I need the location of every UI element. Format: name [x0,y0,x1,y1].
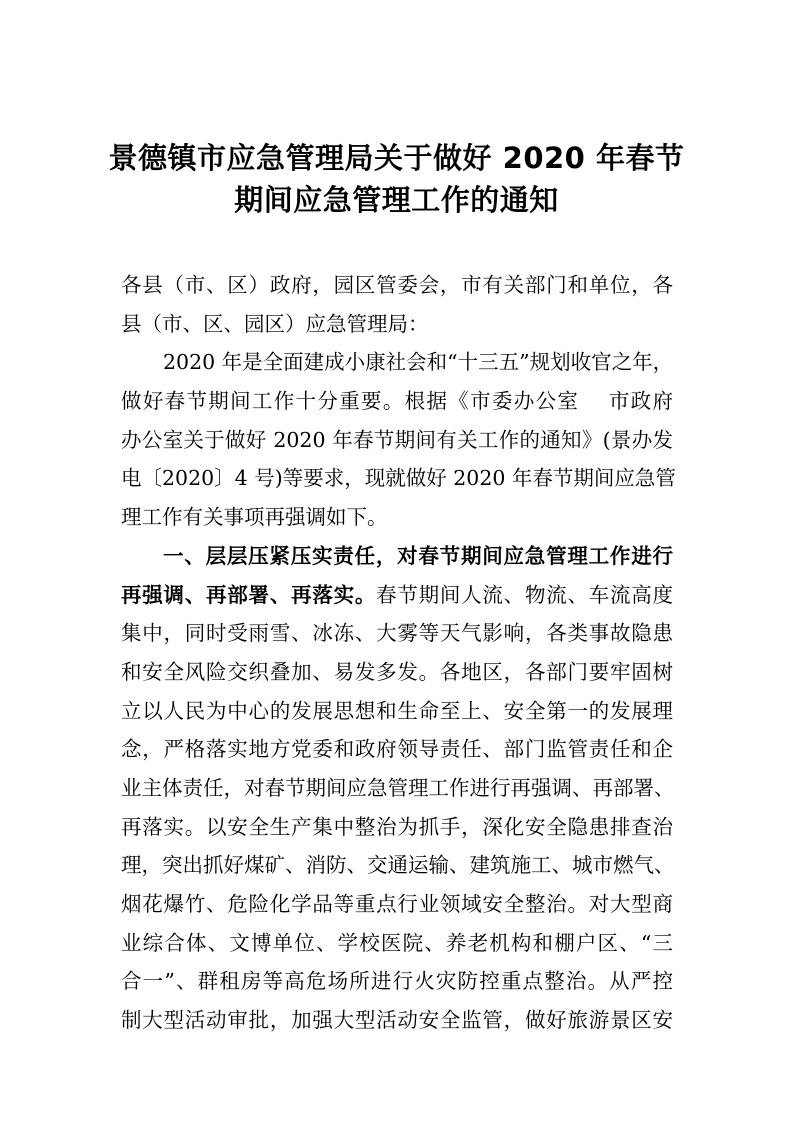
paragraph-line: 念，严格落实地方党委和政府领导责任、部门监管责任和企 [121,737,673,762]
paragraph-line [121,576,673,615]
paragraph-line: 办公室关于做好 2020 年春节期间有关工作的通知》(景办发 [121,427,673,452]
intro-paragraph [121,343,676,536]
section-heading: 一、层层压紧压实责任，对春节期间应急管理工作进行 [163,543,673,568]
paragraph-line: 电〔2020〕4 号)等要求，现就做好 2020 年春节期间应急管 [121,466,676,491]
paragraph-line: 业综合体、文博单位、学校医院、养老机构和棚户区、“三 [121,930,673,955]
document-body [121,266,676,1040]
paragraph-line: 2020 年是全面建成小康社会和“十三五”规划收官之年， [163,350,674,375]
salutation [121,266,673,343]
paragraph-line: 烟花爆竹、危险化学品等重点行业领域安全整治。对大型商 [121,892,673,916]
document-title [100,137,693,221]
paragraph-line: 制大型活动审批，加强大型活动安全监管，做好旅游景区安 [121,1008,673,1033]
paragraph-line: 和安全风险交织叠加、易发多发。各地区，各部门要牢固树 [121,659,673,684]
paragraph-line: 立以人民为中心的发展思想和生命至上、安全第一的发展理 [121,698,673,723]
salutation-line: 县（市、区、园区）应急管理局： [121,311,429,336]
title-line-2: 期间应急管理工作的通知 [234,183,559,217]
paragraph-line: 集中，同时受雨雪、冰冻、大雾等天气影响，各类事故隐患 [121,621,673,646]
paragraph-line: 做好春节期间工作十分重要。根据《市委办公室 市政府 [121,389,673,414]
section-text: 春节期间人流、物流、车流高度 [376,582,674,607]
paragraph-line: 理工作有关事项再强调如下。 [121,505,388,530]
section-heading-continued: 再强调、再部署、再落实。 [121,582,377,607]
paragraph-line: 理，突出抓好煤矿、消防、交通运输、建筑施工、城市燃气、 [121,853,675,878]
section-1 [121,537,673,1040]
salutation-line: 各县（市、区）政府，园区管委会，市有关部门和单位，各 [121,273,673,297]
title-line-1: 景德镇市应急管理局关于做好 2020 年春节 [108,141,685,175]
paragraph-line: 再落实。以安全生产集中整治为抓手，深化安全隐患排查治 [121,814,673,839]
paragraph-line: 业主体责任，对春节期间应急管理工作进行再强调、再部署、 [121,775,675,800]
paragraph-line: 合一”、群租房等高危场所进行火灾防控重点整治。从严控 [121,969,673,994]
